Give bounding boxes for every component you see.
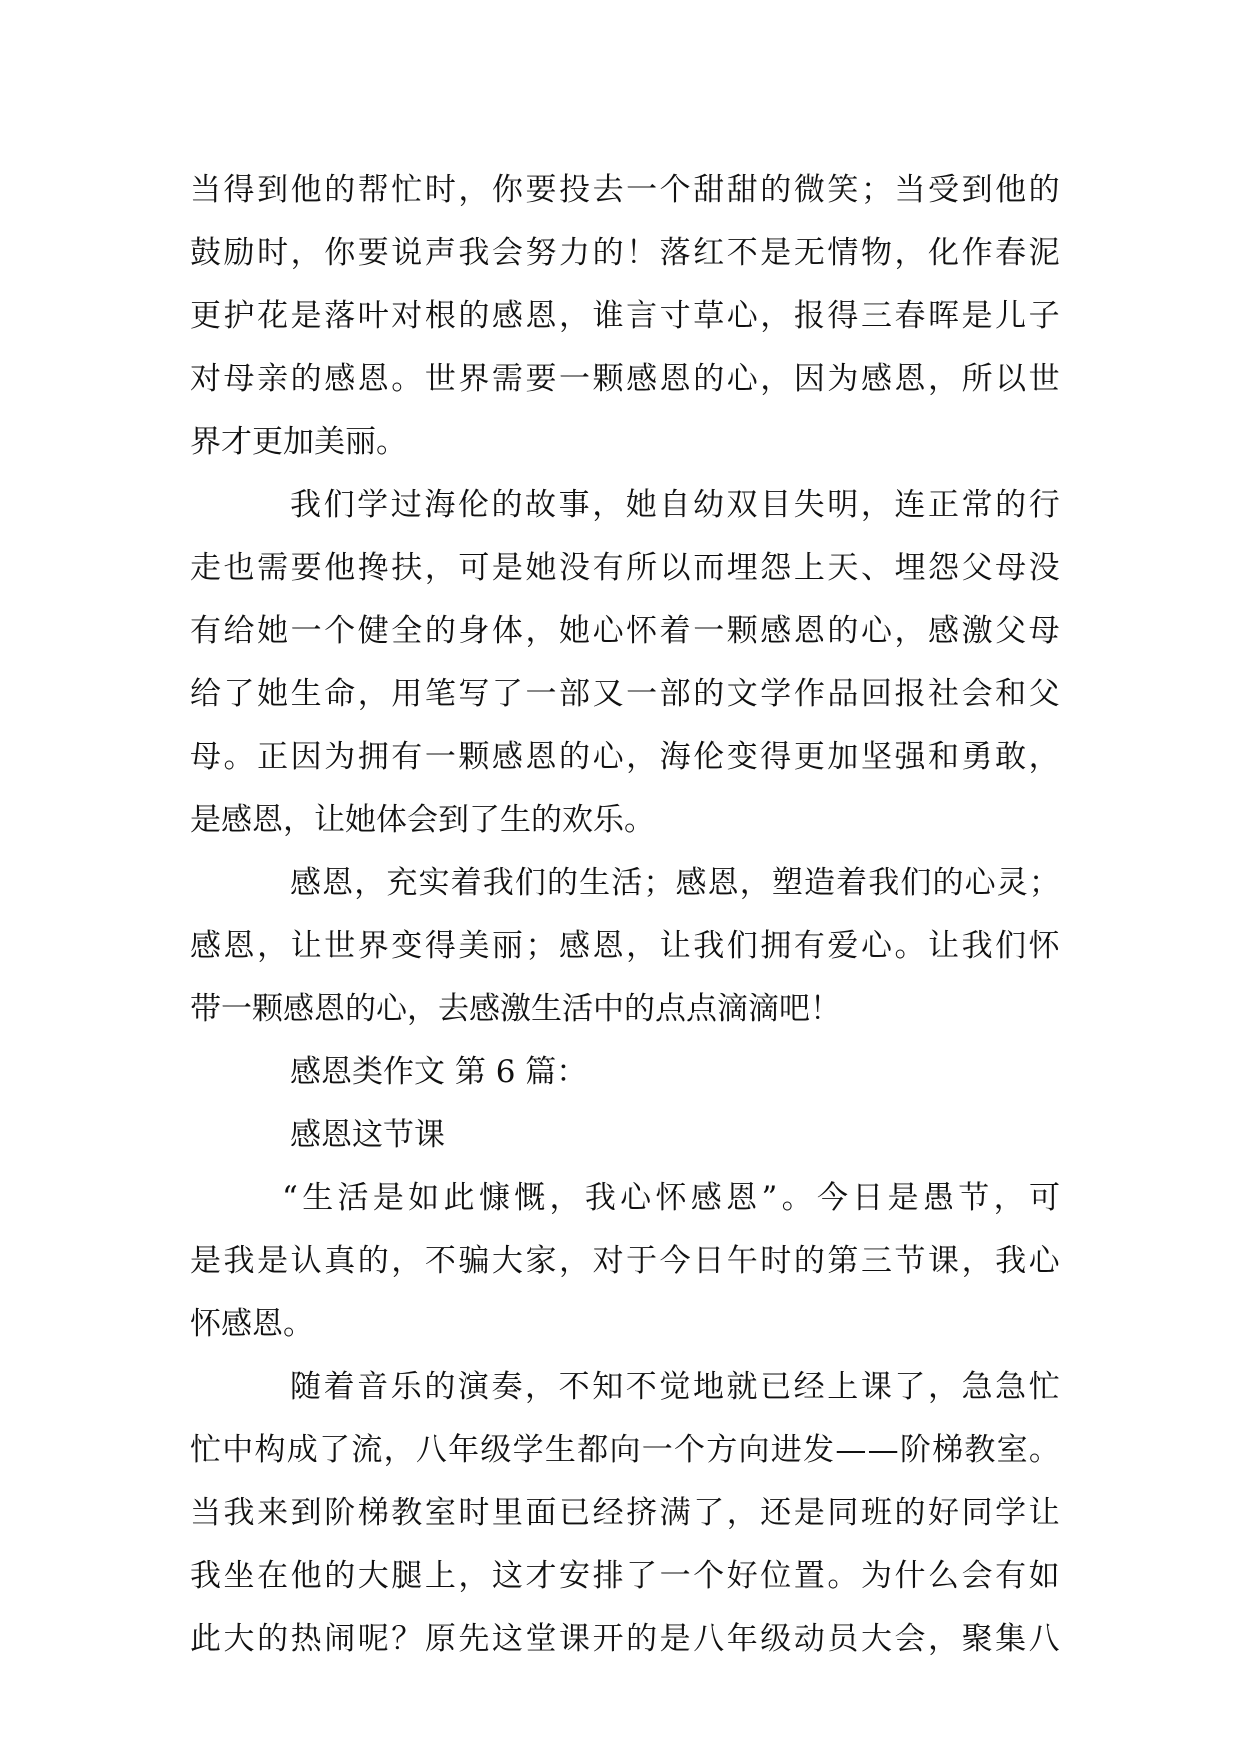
text-line: 更 护 花 是 落 叶 对 根 的 感 恩 ， 谁 言 寸 草 心 ， 报 得 三 春 晖 是 儿 子: [190, 298, 1060, 334]
text-line: 界才更加美丽。: [190, 424, 407, 460]
text-line: 当 我 来 到 阶 梯 教 室 时 里 面 已 经 挤 满 了 ， 还 是 同 班 的 好 同 学 让: [190, 1495, 1060, 1531]
text-line: 我 坐 在 他 的 大 腿 上 ， 这 才 安 排 了 一 个 好 位 置 。 为 什 么 会 有 如: [190, 1558, 1060, 1594]
text-line: 怀感恩。: [190, 1306, 314, 1342]
section-heading: 感恩类作文 第 6 篇：: [290, 1054, 588, 1090]
text-line: 忙 中 构 成 了 流 ， 八 年 级 学 生 都 向 一 个 方 向 进 发 — — 阶 梯 教 室 。: [190, 1432, 1060, 1468]
text-line: 母 。 正 因 为 拥 有 一 颗 感 恩 的 心 ， 海 伦 变 得 更 加 坚 强 和 勇 敢 ，: [190, 739, 1060, 775]
text-line: 是 我 是 认 真 的 ， 不 骗 大 家 ， 对 于 今 日 午 时 的 第 三 节 课 ， 我 心: [190, 1243, 1060, 1279]
text-line: 带一颗感恩的心，去感激生活中的点点滴滴吧！: [190, 991, 841, 1027]
text-line: 对 母 亲 的 感 恩 。 世 界 需 要 一 颗 感 恩 的 心 ， 因 为 感 恩 ， 所 以 世: [190, 361, 1060, 397]
text-line: 鼓 励 时 ， 你 要 说 声 我 会 努 力 的 ！ 落 红 不 是 无 情 物 ， 化 作 春 泥: [190, 235, 1060, 271]
text-column: [190, 159, 1060, 1671]
text-line: 此 大 的 热 闹 呢 ？ 原 先 这 堂 课 开 的 是 八 年 级 动 员 大 会 ， 聚 集 八: [190, 1621, 1060, 1657]
text-line: 给 了 她 生 命 ， 用 笔 写 了 一 部 又 一 部 的 文 学 作 品 回 报 社 会 和 父: [190, 676, 1060, 712]
essay-title: 感恩这节课: [290, 1117, 445, 1153]
text-line: 当 得 到 他 的 帮 忙 时 ， 你 要 投 去 一 个 甜 甜 的 微 笑 ； 当 受 到 他 的: [190, 172, 1060, 208]
paragraph-start-line: 感 恩 ， 充 实 着 我 们 的 生 活 ； 感 恩 ， 塑 造 着 我 们 的 心 灵 ；: [290, 865, 1060, 901]
text-line: 是感恩，让她体会到了生的欢乐。: [190, 802, 655, 838]
text-line: 感 恩 ， 让 世 界 变 得 美 丽 ； 感 恩 ， 让 我 们 拥 有 爱 心 。 让 我 们 怀: [190, 928, 1060, 964]
text-line: 走 也 需 要 他 搀 扶 ， 可 是 她 没 有 所 以 而 埋 怨 上 天 、 埋 怨 父 母 没: [190, 550, 1060, 586]
text-line: 有 给 她 一 个 健 全 的 身 体 ， 她 心 怀 着 一 颗 感 恩 的 心 ， 感 激 父 母: [190, 613, 1060, 649]
paragraph-start-line: 我 们 学 过 海 伦 的 故 事 ， 她 自 幼 双 目 失 明 ， 连 正 常 的 行: [290, 487, 1060, 523]
paragraph-start-line: “ 生 活 是 如 此 慷 慨 ， 我 心 怀 感 恩 ” 。 今 日 是 愚 节 ， 可: [282, 1180, 1060, 1216]
paragraph-start-line: 随 着 音 乐 的 演 奏 ， 不 知 不 觉 地 就 已 经 上 课 了 ， 急 急 忙: [290, 1369, 1060, 1405]
